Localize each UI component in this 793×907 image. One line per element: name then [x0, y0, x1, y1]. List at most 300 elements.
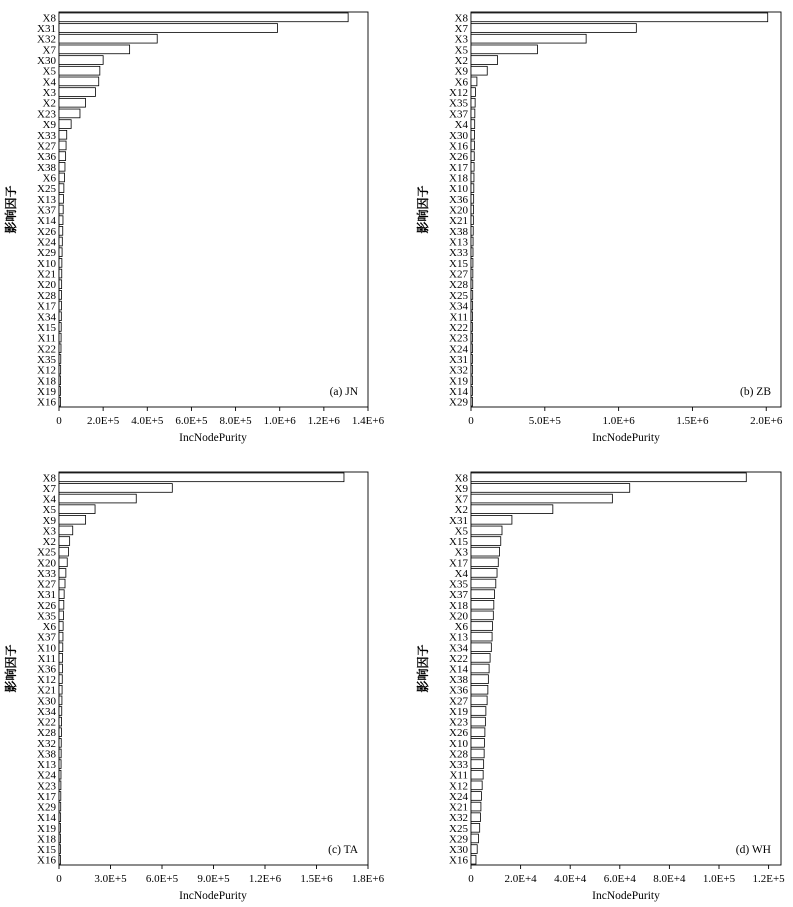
category-label: X19 — [37, 385, 56, 398]
chart-panel-3 — [3, 472, 385, 902]
bar — [59, 760, 61, 769]
bar — [59, 622, 63, 631]
category-label: X7 — [454, 23, 468, 36]
bar — [59, 141, 66, 150]
category-label: X34 — [37, 311, 56, 324]
category-label: X21 — [449, 215, 468, 228]
bar — [59, 355, 61, 364]
bar — [471, 813, 480, 822]
bar — [471, 473, 746, 482]
category-label: X25 — [37, 546, 56, 559]
bar — [471, 569, 497, 578]
x-tick-label: 1.5E+6 — [300, 873, 333, 885]
panel-label: (a) JN — [329, 386, 358, 398]
category-label: X2 — [454, 55, 468, 68]
bar — [471, 141, 474, 150]
bar — [59, 205, 63, 214]
bar — [59, 537, 70, 546]
bar — [59, 654, 63, 663]
bar — [471, 237, 473, 246]
x-tick-label: 1.0E+6 — [263, 415, 296, 427]
bar — [59, 834, 61, 843]
category-label: X12 — [37, 674, 56, 687]
x-tick-label: 8.0E+5 — [219, 415, 252, 427]
bar — [471, 845, 477, 854]
category-label: X36 — [37, 151, 56, 164]
category-label: X38 — [449, 225, 468, 238]
bar — [471, 632, 492, 641]
panel-label: (b) ZB — [740, 386, 771, 398]
category-label: X13 — [37, 193, 56, 206]
bar — [471, 537, 501, 546]
bar — [59, 248, 62, 257]
category-label: X17 — [449, 557, 468, 570]
category-label: X2 — [454, 504, 468, 517]
bar — [471, 707, 486, 716]
category-label: X25 — [37, 183, 56, 196]
category-label: X4 — [454, 119, 468, 132]
bar — [59, 823, 61, 832]
category-label: X18 — [37, 375, 56, 388]
category-label: X28 — [449, 748, 468, 761]
category-label: X16 — [37, 854, 56, 867]
category-label: X36 — [37, 663, 56, 676]
category-label: X16 — [449, 854, 468, 867]
bar — [471, 802, 481, 811]
category-label: X28 — [37, 289, 56, 302]
bar — [471, 770, 483, 779]
category-label: X22 — [37, 343, 56, 356]
category-label: X34 — [449, 300, 468, 313]
category-label: X13 — [37, 759, 56, 772]
x-tick-label: 2.0E+5 — [87, 415, 120, 427]
category-label: X31 — [449, 514, 468, 527]
bar — [59, 194, 63, 203]
category-label: X19 — [37, 822, 56, 835]
category-label: X11 — [449, 769, 468, 782]
category-label: X22 — [449, 652, 468, 665]
category-label: X33 — [37, 567, 56, 580]
bar — [59, 120, 71, 129]
category-label: X30 — [37, 55, 56, 68]
bar — [59, 216, 63, 225]
bar — [59, 494, 136, 503]
y-axis-title: 影响因子 — [4, 644, 18, 693]
category-label: X8 — [454, 12, 468, 25]
category-label: X3 — [42, 87, 56, 100]
bar — [471, 505, 553, 514]
category-label: X9 — [42, 119, 56, 132]
category-label: X14 — [37, 215, 56, 228]
category-label: X29 — [37, 247, 56, 260]
category-label: X23 — [449, 716, 468, 729]
category-label: X12 — [449, 87, 468, 100]
category-label: X2 — [42, 97, 56, 110]
bar — [471, 558, 498, 567]
bar — [471, 579, 496, 588]
category-label: X27 — [449, 695, 468, 708]
bar — [59, 558, 67, 567]
bar — [59, 632, 63, 641]
category-label: X29 — [449, 396, 468, 409]
category-label: X33 — [449, 759, 468, 772]
x-tick-label: 0 — [468, 415, 474, 427]
category-label: X32 — [449, 364, 468, 377]
bar — [59, 56, 103, 65]
category-label: X26 — [37, 599, 56, 612]
category-label: X15 — [37, 844, 56, 857]
category-label: X7 — [454, 493, 468, 506]
bar — [471, 269, 473, 278]
bar — [471, 590, 495, 599]
bar — [471, 643, 491, 652]
x-tick-label: 1.4E+6 — [351, 415, 385, 427]
bar — [471, 664, 489, 673]
category-label: X24 — [449, 790, 468, 803]
bar — [59, 855, 61, 864]
category-label: X8 — [454, 472, 468, 485]
category-label: X26 — [449, 727, 468, 740]
bar — [471, 834, 478, 843]
bar — [59, 162, 65, 171]
x-tick-label: 0 — [468, 873, 474, 885]
category-label: X27 — [37, 140, 56, 153]
x-axis-title: IncNodePurity — [179, 890, 247, 902]
bar — [59, 66, 100, 75]
category-label: X18 — [37, 833, 56, 846]
category-label: X21 — [37, 268, 56, 281]
category-label: X29 — [449, 833, 468, 846]
chart-panel-2 — [415, 12, 783, 444]
bar — [59, 579, 65, 588]
bar — [471, 611, 493, 620]
x-tick-label: 0 — [56, 873, 62, 885]
bar — [471, 98, 475, 107]
category-label: X20 — [37, 557, 56, 570]
category-label: X35 — [37, 610, 56, 623]
bar — [471, 259, 473, 268]
bar — [59, 792, 61, 801]
bar — [59, 611, 63, 620]
x-tick-label: 6.0E+5 — [175, 415, 208, 427]
category-label: X5 — [454, 44, 468, 57]
bar — [59, 685, 62, 694]
category-label: X29 — [37, 801, 56, 814]
category-label: X25 — [449, 822, 468, 835]
category-label: X35 — [449, 578, 468, 591]
bar — [471, 760, 484, 769]
x-tick-label: 0 — [56, 415, 62, 427]
x-tick-label: 2.0E+6 — [750, 415, 783, 427]
bar — [471, 173, 474, 182]
bar — [471, 547, 500, 556]
category-label: X15 — [37, 321, 56, 334]
category-label: X34 — [449, 642, 468, 655]
bar — [471, 855, 476, 864]
bar — [471, 130, 475, 139]
category-label: X6 — [454, 621, 468, 634]
category-label: X11 — [37, 332, 56, 345]
x-axis-title: IncNodePurity — [179, 432, 247, 444]
category-label: X30 — [37, 695, 56, 708]
category-label: X37 — [37, 631, 56, 644]
category-label: X32 — [449, 812, 468, 825]
category-label: X31 — [449, 353, 468, 366]
x-tick-label: 4.0E+4 — [554, 873, 587, 885]
category-label: X35 — [37, 353, 56, 366]
bar — [59, 484, 172, 493]
category-label: X36 — [449, 684, 468, 697]
category-label: X18 — [449, 599, 468, 612]
category-label: X5 — [42, 65, 56, 78]
x-tick-label: 9.0E+5 — [197, 873, 230, 885]
bar — [471, 728, 485, 737]
bar — [59, 344, 61, 353]
bar — [471, 792, 481, 801]
category-label: X6 — [454, 76, 468, 89]
category-label: X35 — [449, 97, 468, 110]
bar — [59, 707, 62, 716]
bar — [59, 770, 61, 779]
category-label: X12 — [449, 780, 468, 793]
bar — [471, 355, 473, 364]
category-label: X31 — [37, 23, 56, 36]
category-label: X27 — [449, 268, 468, 281]
category-label: X24 — [449, 343, 468, 356]
category-label: X9 — [42, 514, 56, 527]
category-label: X4 — [42, 493, 56, 506]
bar — [59, 569, 66, 578]
category-label: X7 — [42, 482, 56, 495]
category-label: X8 — [42, 12, 56, 25]
plot-frame — [59, 12, 368, 407]
bar — [59, 643, 63, 652]
category-label: X8 — [42, 472, 56, 485]
category-label: X23 — [449, 332, 468, 345]
bar — [59, 547, 68, 556]
category-label: X19 — [449, 705, 468, 718]
x-tick-label: 1.5E+6 — [676, 415, 709, 427]
category-label: X3 — [454, 33, 468, 46]
x-axis-title: IncNodePurity — [592, 890, 660, 902]
panel-label: (d) WH — [735, 844, 771, 856]
category-label: X30 — [449, 129, 468, 142]
bar — [59, 664, 62, 673]
category-label: X14 — [449, 663, 468, 676]
category-label: X11 — [449, 311, 468, 324]
bar — [471, 685, 488, 694]
category-label: X37 — [37, 204, 56, 217]
bar — [59, 13, 348, 22]
plot-frame — [471, 472, 781, 865]
bar — [471, 216, 473, 225]
x-tick-label: 1.2E+6 — [248, 873, 282, 885]
bar — [59, 333, 61, 342]
bar — [471, 205, 474, 214]
bar — [59, 77, 99, 86]
category-label: X28 — [37, 727, 56, 740]
category-label: X37 — [449, 589, 468, 602]
category-label: X23 — [37, 780, 56, 793]
category-label: X13 — [449, 236, 468, 249]
category-label: X16 — [37, 396, 56, 409]
category-label: X13 — [449, 631, 468, 644]
bar — [471, 109, 475, 118]
category-label: X10 — [449, 183, 468, 196]
category-label: X32 — [37, 33, 56, 46]
category-label: X16 — [449, 140, 468, 153]
bar — [471, 397, 473, 406]
bar — [59, 387, 61, 396]
bar — [59, 376, 61, 385]
bar — [59, 237, 62, 246]
bar — [471, 24, 636, 33]
category-label: X5 — [454, 525, 468, 538]
bar — [471, 162, 474, 171]
panel-label: (c) TA — [328, 844, 358, 856]
bar — [59, 600, 64, 609]
bar — [59, 301, 61, 310]
x-tick-label: 1.2E+5 — [752, 873, 785, 885]
category-label: X20 — [449, 610, 468, 623]
category-label: X25 — [449, 289, 468, 302]
bar — [59, 590, 64, 599]
category-label: X17 — [449, 161, 468, 174]
bar — [471, 654, 490, 663]
y-axis-title: 影响因子 — [4, 185, 18, 234]
bar — [471, 622, 493, 631]
category-label: X32 — [37, 737, 56, 750]
category-label: X12 — [37, 364, 56, 377]
bar — [471, 749, 484, 758]
category-label: X4 — [42, 76, 56, 89]
category-label: X19 — [449, 375, 468, 388]
plot-frame — [59, 472, 368, 865]
bar — [59, 98, 85, 107]
category-label: X30 — [449, 844, 468, 857]
bar — [59, 280, 62, 289]
bar — [471, 717, 485, 726]
category-label: X28 — [449, 279, 468, 292]
bar — [471, 56, 498, 65]
chart-panel-1 — [3, 12, 385, 444]
category-label: X22 — [449, 321, 468, 334]
bar — [471, 13, 768, 22]
category-label: X9 — [454, 482, 468, 495]
bar — [471, 248, 473, 257]
category-label: X20 — [449, 204, 468, 217]
x-tick-label: 5.0E+5 — [528, 415, 561, 427]
bar — [59, 728, 61, 737]
bar — [59, 259, 62, 268]
bar — [59, 184, 64, 193]
bar — [59, 109, 80, 118]
bar — [59, 749, 61, 758]
category-label: X3 — [42, 525, 56, 538]
x-tick-label: 6.0E+4 — [603, 873, 636, 885]
category-label: X26 — [449, 151, 468, 164]
bar — [471, 738, 484, 747]
category-label: X21 — [37, 684, 56, 697]
x-tick-label: 1.8E+6 — [351, 873, 385, 885]
bar — [59, 45, 130, 54]
category-label: X7 — [42, 44, 56, 57]
bar — [59, 717, 62, 726]
category-label: X36 — [449, 193, 468, 206]
bar — [471, 696, 487, 705]
bar — [471, 344, 473, 353]
bar — [471, 365, 473, 374]
category-label: X14 — [449, 385, 468, 398]
x-axis-title: IncNodePurity — [592, 432, 660, 444]
bar — [59, 365, 61, 374]
bar — [471, 301, 473, 310]
bar — [471, 781, 482, 790]
category-label: X5 — [42, 504, 56, 517]
bar — [59, 505, 95, 514]
bar — [59, 173, 65, 182]
x-tick-label: 1.0E+6 — [602, 415, 635, 427]
bar — [59, 397, 61, 406]
category-label: X3 — [454, 546, 468, 559]
category-label: X17 — [37, 300, 56, 313]
category-label: X24 — [37, 236, 56, 249]
bar — [471, 120, 475, 129]
bar — [471, 291, 473, 300]
bar — [59, 813, 61, 822]
bar — [59, 781, 61, 790]
category-label: X27 — [37, 578, 56, 591]
category-label: X17 — [37, 790, 56, 803]
category-label: X18 — [449, 172, 468, 185]
bar — [471, 494, 612, 503]
bar — [471, 184, 474, 193]
category-label: X21 — [449, 801, 468, 814]
bar — [471, 515, 512, 524]
x-tick-label: 1.2E+6 — [307, 415, 340, 427]
bar — [471, 152, 474, 161]
bar — [59, 845, 61, 854]
category-label: X15 — [449, 536, 468, 549]
bar — [471, 526, 502, 535]
bar — [59, 130, 67, 139]
category-label: X10 — [37, 257, 56, 270]
category-label: X6 — [42, 172, 56, 185]
bar — [471, 376, 473, 385]
category-label: X20 — [37, 279, 56, 292]
category-label: X10 — [449, 737, 468, 750]
bar — [471, 823, 480, 832]
x-tick-label: 8.0E+4 — [653, 873, 686, 885]
bar — [471, 226, 473, 235]
category-label: X38 — [37, 161, 56, 174]
bar — [471, 675, 488, 684]
bar — [471, 484, 630, 493]
category-label: X38 — [449, 674, 468, 687]
category-label: X24 — [37, 769, 56, 782]
bar — [59, 696, 62, 705]
bar — [59, 269, 62, 278]
bar — [59, 24, 278, 33]
category-label: X33 — [37, 129, 56, 142]
category-label: X4 — [454, 567, 468, 580]
category-label: X34 — [37, 705, 56, 718]
bar — [59, 802, 61, 811]
x-tick-label: 2.0E+4 — [504, 873, 537, 885]
bar — [471, 333, 473, 342]
category-label: X22 — [37, 716, 56, 729]
category-label: X31 — [37, 589, 56, 602]
